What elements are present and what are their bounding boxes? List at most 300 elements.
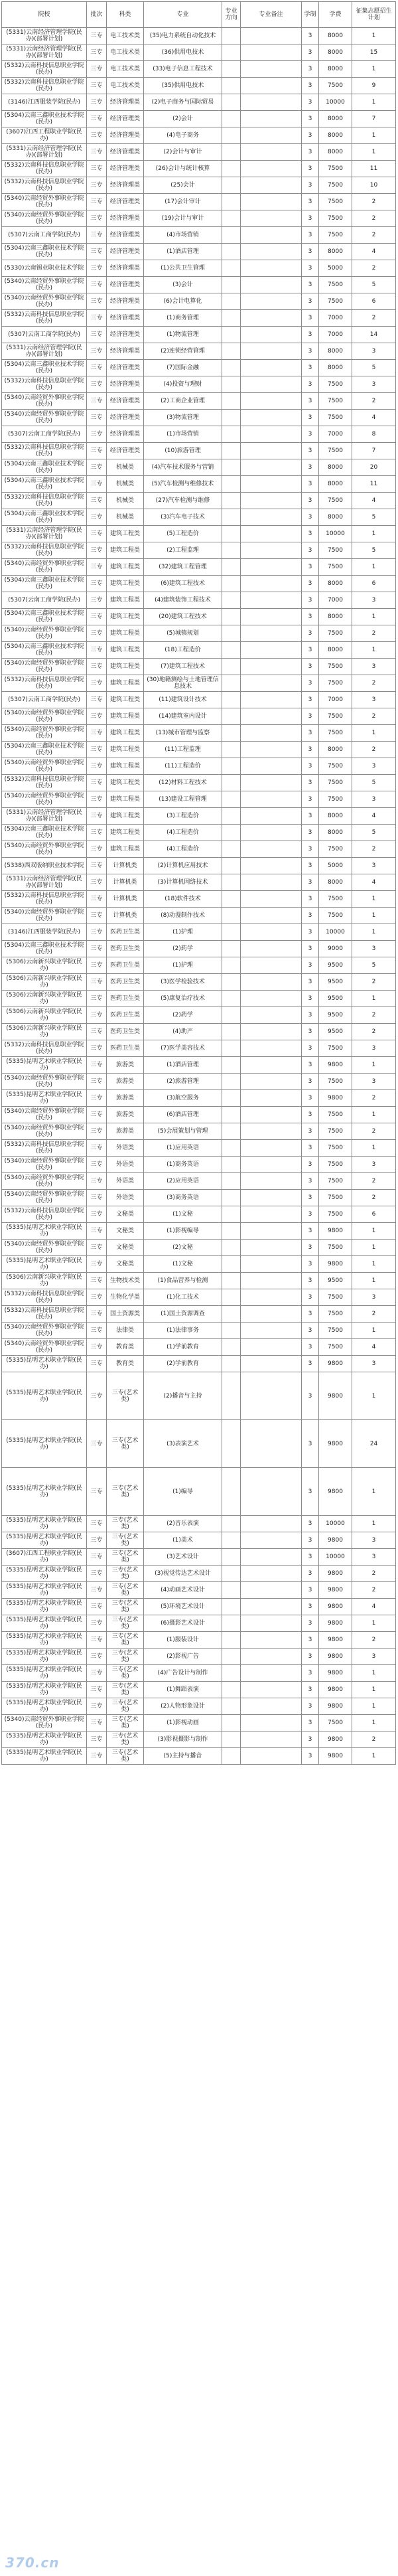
- years-cell: 3: [302, 825, 319, 841]
- direction-cell: [222, 1173, 241, 1190]
- major-cell: (25)会计: [144, 177, 222, 194]
- direction-cell: [222, 310, 241, 327]
- major-cell: (4)工程造价: [144, 841, 222, 858]
- major-cell: (1)国土资源调查: [144, 1306, 222, 1323]
- school-cell: (5332)云南科技信息职业学院(民办): [2, 542, 87, 559]
- tuition-cell: 8000: [319, 459, 352, 476]
- note-cell: [241, 227, 302, 244]
- category-cell: 生物化学类: [107, 1289, 144, 1306]
- years-cell: 3: [302, 791, 319, 808]
- years-cell: 3: [302, 227, 319, 244]
- direction-cell: [222, 758, 241, 775]
- table-row: [2, 874, 396, 891]
- plan-cell: 2: [352, 393, 396, 410]
- tuition-cell: 7500: [319, 277, 352, 293]
- category-cell: 医药卫生类: [107, 991, 144, 1007]
- direction-cell: [222, 542, 241, 559]
- category-cell: 文秘类: [107, 1256, 144, 1273]
- batch-cell: 三专: [87, 426, 107, 443]
- plan-cell: 3: [352, 343, 396, 360]
- category-cell: 机械类: [107, 459, 144, 476]
- years-cell: 3: [302, 974, 319, 991]
- table-row: [2, 1323, 396, 1339]
- batch-cell: 三专: [87, 874, 107, 891]
- table-row: [2, 177, 396, 194]
- years-cell: 3: [302, 742, 319, 758]
- note-cell: [241, 410, 302, 426]
- plan-cell: 2: [352, 1024, 396, 1040]
- plan-cell: 1: [352, 1273, 396, 1289]
- school-cell: (5332)云南科技信息职业学院(民办): [2, 891, 87, 908]
- major-cell: (1)舞蹈表演: [144, 1682, 222, 1698]
- note-cell: [241, 1356, 302, 1372]
- tuition-cell: 8000: [319, 61, 352, 78]
- category-cell: 三专(艺术类): [107, 1665, 144, 1682]
- batch-cell: 三专: [87, 526, 107, 542]
- years-cell: 3: [302, 1323, 319, 1339]
- direction-cell: [222, 1140, 241, 1157]
- major-cell: (4)广告设计与制作: [144, 1665, 222, 1682]
- note-cell: [241, 1157, 302, 1173]
- table-row: [2, 725, 396, 742]
- batch-cell: 三专: [87, 1516, 107, 1532]
- plan-cell: 1: [352, 725, 396, 742]
- batch-cell: 三专: [87, 1372, 107, 1420]
- school-cell: (5307)云南工商学院(民办): [2, 692, 87, 708]
- direction-cell: [222, 1256, 241, 1273]
- note-cell: [241, 1715, 302, 1731]
- table-row: [2, 542, 396, 559]
- batch-cell: 三专: [87, 974, 107, 991]
- plan-cell: 6: [352, 293, 396, 310]
- direction-cell: [222, 1468, 241, 1516]
- category-cell: 三专(艺术类): [107, 1420, 144, 1468]
- years-cell: 3: [302, 908, 319, 924]
- direction-cell: [222, 1074, 241, 1090]
- table-row: [2, 1420, 396, 1468]
- batch-cell: 三专: [87, 1007, 107, 1024]
- school-cell: (5332)云南科技信息职业学院(民办): [2, 1040, 87, 1057]
- school-cell: (5340)云南经贸外事职业学院(民办): [2, 1240, 87, 1256]
- tuition-cell: 9500: [319, 974, 352, 991]
- batch-cell: 三专: [87, 1582, 107, 1599]
- school-cell: (5335)昆明艺术职业学院(民办): [2, 1731, 87, 1748]
- direction-cell: [222, 426, 241, 443]
- table-row: [2, 791, 396, 808]
- tuition-cell: 10000: [319, 526, 352, 542]
- school-cell: (5307)云南工商学院(民办): [2, 592, 87, 609]
- plan-cell: 11: [352, 161, 396, 177]
- table-row: [2, 625, 396, 642]
- direction-cell: [222, 675, 241, 692]
- direction-cell: [222, 708, 241, 725]
- major-cell: (2)计算机应用技术: [144, 858, 222, 874]
- tuition-cell: 8000: [319, 360, 352, 376]
- school-cell: (5335)昆明艺术职业学院(民办): [2, 1532, 87, 1549]
- tuition-cell: 8000: [319, 144, 352, 161]
- tuition-cell: 9800: [319, 1090, 352, 1107]
- note-cell: [241, 194, 302, 210]
- tuition-cell: 7500: [319, 410, 352, 426]
- batch-cell: 三专: [87, 559, 107, 576]
- major-cell: (4)工程造价: [144, 825, 222, 841]
- school-cell: (5331)云南经济管理学院(民办)(部署计划): [2, 44, 87, 61]
- category-cell: 建筑工程类: [107, 758, 144, 775]
- years-cell: 3: [302, 526, 319, 542]
- direction-cell: [222, 443, 241, 459]
- header-direction: 专业方向: [222, 2, 241, 28]
- note-cell: [241, 1516, 302, 1532]
- tuition-cell: 9800: [319, 1468, 352, 1516]
- direction-cell: [222, 1632, 241, 1649]
- batch-cell: 三专: [87, 1256, 107, 1273]
- school-cell: (5307)云南工商学院(民办): [2, 227, 87, 244]
- years-cell: 3: [302, 1665, 319, 1682]
- years-cell: 3: [302, 775, 319, 791]
- plan-cell: 1: [352, 1665, 396, 1682]
- category-cell: 三专(艺术类): [107, 1566, 144, 1582]
- years-cell: 3: [302, 692, 319, 708]
- school-cell: (5332)云南科技信息职业学院(民办): [2, 161, 87, 177]
- note-cell: [241, 1748, 302, 1765]
- batch-cell: 三专: [87, 625, 107, 642]
- plan-cell: 5: [352, 542, 396, 559]
- major-cell: (30)地籍测绘与土地管理信息技术: [144, 675, 222, 692]
- table-row: [2, 244, 396, 260]
- major-cell: (6)摄影艺术设计: [144, 1615, 222, 1632]
- plan-cell: 1: [352, 1372, 396, 1420]
- note-cell: [241, 974, 302, 991]
- category-cell: 法律类: [107, 1323, 144, 1339]
- note-cell: [241, 1582, 302, 1599]
- plan-cell: 1: [352, 908, 396, 924]
- table-body: [2, 28, 396, 1765]
- plan-cell: 4: [352, 410, 396, 426]
- school-cell: (5304)云南三鑫职业技术学院(民办): [2, 476, 87, 493]
- note-cell: [241, 609, 302, 625]
- batch-cell: 三专: [87, 576, 107, 592]
- tuition-cell: 7000: [319, 310, 352, 327]
- tuition-cell: 7500: [319, 1140, 352, 1157]
- plan-cell: 2: [352, 1582, 396, 1599]
- tuition-cell: 7500: [319, 542, 352, 559]
- batch-cell: 三专: [87, 1356, 107, 1372]
- school-cell: (5306)云南新兴职业学院(民办): [2, 991, 87, 1007]
- batch-cell: 三专: [87, 509, 107, 526]
- category-cell: 文秘类: [107, 1240, 144, 1256]
- category-cell: 计算机类: [107, 858, 144, 874]
- tuition-cell: 7500: [319, 227, 352, 244]
- school-cell: (5335)昆明艺术职业学院(民办): [2, 1682, 87, 1698]
- note-cell: [241, 941, 302, 957]
- direction-cell: [222, 476, 241, 493]
- plan-cell: 5: [352, 509, 396, 526]
- category-cell: 三专(艺术类): [107, 1549, 144, 1566]
- category-cell: 电工技术类: [107, 44, 144, 61]
- batch-cell: 三专: [87, 343, 107, 360]
- school-cell: (5304)云南三鑫职业技术学院(民办): [2, 576, 87, 592]
- direction-cell: [222, 1306, 241, 1323]
- table-row: [2, 1040, 396, 1057]
- table-row: [2, 1682, 396, 1698]
- batch-cell: 三专: [87, 1173, 107, 1190]
- plan-cell: 1: [352, 559, 396, 576]
- school-cell: (5332)云南科技信息职业学院(民办): [2, 1140, 87, 1157]
- table-row: [2, 144, 396, 161]
- direction-cell: [222, 891, 241, 908]
- table-row: [2, 576, 396, 592]
- school-cell: (5332)云南科技信息职业学院(民办): [2, 1306, 87, 1323]
- plan-cell: 1: [352, 1223, 396, 1240]
- school-cell: (5340)云南经贸外事职业学院(民办): [2, 1107, 87, 1123]
- school-cell: (5335)昆明艺术职业学院(民办): [2, 1372, 87, 1420]
- table-row: [2, 44, 396, 61]
- years-cell: 3: [302, 177, 319, 194]
- years-cell: 3: [302, 1372, 319, 1420]
- category-cell: 经济管理类: [107, 210, 144, 227]
- table-row: [2, 1698, 396, 1715]
- tuition-cell: 7500: [319, 625, 352, 642]
- major-cell: (5)会展策划与管理: [144, 1123, 222, 1140]
- batch-cell: 三专: [87, 1107, 107, 1123]
- note-cell: [241, 1665, 302, 1682]
- plan-cell: 4: [352, 244, 396, 260]
- plan-cell: 1: [352, 1516, 396, 1532]
- tuition-cell: 7500: [319, 1040, 352, 1057]
- direction-cell: [222, 61, 241, 78]
- major-cell: (1)化工技术: [144, 1289, 222, 1306]
- batch-cell: 三专: [87, 459, 107, 476]
- major-cell: (8)动漫制作技术: [144, 908, 222, 924]
- years-cell: 3: [302, 1748, 319, 1765]
- table-row: [2, 1273, 396, 1289]
- major-cell: (6)建筑工程技术: [144, 576, 222, 592]
- note-cell: [241, 310, 302, 327]
- table-row: [2, 891, 396, 908]
- direction-cell: [222, 1273, 241, 1289]
- tuition-cell: 9800: [319, 1599, 352, 1615]
- school-cell: (5335)昆明艺术职业学院(民办): [2, 1420, 87, 1468]
- plan-cell: 3: [352, 941, 396, 957]
- years-cell: 3: [302, 161, 319, 177]
- tuition-cell: 9800: [319, 1665, 352, 1682]
- years-cell: 3: [302, 708, 319, 725]
- plan-cell: 11: [352, 476, 396, 493]
- table-row: [2, 1240, 396, 1256]
- table-row: [2, 443, 396, 459]
- tuition-cell: 9500: [319, 957, 352, 974]
- table-row: [2, 94, 396, 111]
- major-cell: (3)计算机网络技术: [144, 874, 222, 891]
- direction-cell: [222, 1240, 241, 1256]
- table-row: [2, 360, 396, 376]
- years-cell: 3: [302, 1468, 319, 1516]
- table-row: [2, 758, 396, 775]
- years-cell: 3: [302, 758, 319, 775]
- school-cell: (5340)云南经贸外事职业学院(民办): [2, 791, 87, 808]
- plan-cell: 3: [352, 791, 396, 808]
- category-cell: 建筑工程类: [107, 609, 144, 625]
- table-row: [2, 310, 396, 327]
- major-cell: (2)应用英语: [144, 1173, 222, 1190]
- tuition-cell: 7500: [319, 293, 352, 310]
- direction-cell: [222, 227, 241, 244]
- years-cell: 3: [302, 443, 319, 459]
- category-cell: 建筑工程类: [107, 559, 144, 576]
- major-cell: (3)视觉传达艺术设计: [144, 1566, 222, 1582]
- years-cell: 3: [302, 592, 319, 609]
- category-cell: 电工技术类: [107, 78, 144, 94]
- table-row: [2, 493, 396, 509]
- major-cell: (2)音乐表演: [144, 1516, 222, 1532]
- table-row: [2, 1582, 396, 1599]
- years-cell: 3: [302, 1123, 319, 1140]
- major-cell: (3)表演艺术: [144, 1420, 222, 1468]
- years-cell: 3: [302, 1306, 319, 1323]
- plan-cell: 5: [352, 957, 396, 974]
- batch-cell: 三专: [87, 1599, 107, 1615]
- major-cell: (1)食品营养与检测: [144, 1273, 222, 1289]
- years-cell: 3: [302, 1532, 319, 1549]
- table-row: [2, 1339, 396, 1356]
- plan-cell: 1: [352, 1698, 396, 1715]
- tuition-cell: 7500: [319, 1157, 352, 1173]
- years-cell: 3: [302, 127, 319, 144]
- category-cell: 建筑工程类: [107, 675, 144, 692]
- school-cell: (5335)昆明艺术职业学院(民办): [2, 1356, 87, 1372]
- plan-cell: 1: [352, 28, 396, 44]
- direction-cell: [222, 1532, 241, 1549]
- tuition-cell: 7500: [319, 1107, 352, 1123]
- years-cell: 3: [302, 559, 319, 576]
- years-cell: 3: [302, 1632, 319, 1649]
- school-cell: (3607)江西工程职业学院(民办): [2, 1549, 87, 1566]
- direction-cell: [222, 44, 241, 61]
- category-cell: 建筑工程类: [107, 659, 144, 675]
- school-cell: (5306)云南新兴职业学院(民办): [2, 1007, 87, 1024]
- years-cell: 3: [302, 1040, 319, 1057]
- direction-cell: [222, 1090, 241, 1107]
- note-cell: [241, 244, 302, 260]
- direction-cell: [222, 1682, 241, 1698]
- school-cell: (5340)云南经贸外事职业学院(民办): [2, 758, 87, 775]
- category-cell: 建筑工程类: [107, 542, 144, 559]
- direction-cell: [222, 1649, 241, 1665]
- tuition-cell: 7500: [319, 1190, 352, 1206]
- table-row: [2, 78, 396, 94]
- batch-cell: 三专: [87, 310, 107, 327]
- batch-cell: 三专: [87, 111, 107, 127]
- years-cell: 3: [302, 376, 319, 393]
- years-cell: 3: [302, 1731, 319, 1748]
- tuition-cell: 8000: [319, 642, 352, 659]
- years-cell: 3: [302, 44, 319, 61]
- direction-cell: [222, 874, 241, 891]
- category-cell: 生物技术类: [107, 1273, 144, 1289]
- note-cell: [241, 1123, 302, 1140]
- major-cell: (1)公共卫生管理: [144, 260, 222, 277]
- table-row: [2, 393, 396, 410]
- table-row: [2, 1090, 396, 1107]
- years-cell: 3: [302, 858, 319, 874]
- school-cell: (5332)云南科技信息职业学院(民办): [2, 1206, 87, 1223]
- plan-cell: 3: [352, 1549, 396, 1566]
- batch-cell: 三专: [87, 1615, 107, 1632]
- tuition-cell: 7500: [319, 791, 352, 808]
- years-cell: 3: [302, 476, 319, 493]
- school-cell: (5306)云南新兴职业学院(民办): [2, 1273, 87, 1289]
- tuition-cell: 9500: [319, 1007, 352, 1024]
- table-row: [2, 1356, 396, 1372]
- note-cell: [241, 1549, 302, 1566]
- table-row: [2, 61, 396, 78]
- plan-cell: 1: [352, 924, 396, 941]
- school-cell: (5335)昆明艺术职业学院(民办): [2, 1615, 87, 1632]
- direction-cell: [222, 144, 241, 161]
- tuition-cell: 7500: [319, 891, 352, 908]
- school-cell: (5335)昆明艺术职业学院(民办): [2, 1516, 87, 1532]
- school-cell: (5335)昆明艺术职业学院(民办): [2, 1256, 87, 1273]
- tuition-cell: 9800: [319, 1256, 352, 1273]
- direction-cell: [222, 1715, 241, 1731]
- major-cell: (13)城市管理与监察: [144, 725, 222, 742]
- note-cell: [241, 1223, 302, 1240]
- table-row: [2, 1306, 396, 1323]
- plan-cell: 3: [352, 1532, 396, 1549]
- category-cell: 经济管理类: [107, 227, 144, 244]
- category-cell: 外语类: [107, 1190, 144, 1206]
- category-cell: 经济管理类: [107, 244, 144, 260]
- table-row: [2, 1549, 396, 1566]
- direction-cell: [222, 393, 241, 410]
- table-row: [2, 1140, 396, 1157]
- note-cell: [241, 376, 302, 393]
- table-row: [2, 675, 396, 692]
- tuition-cell: 8000: [319, 825, 352, 841]
- major-cell: (1)编导: [144, 1468, 222, 1516]
- tuition-cell: 7500: [319, 841, 352, 858]
- note-cell: [241, 825, 302, 841]
- category-cell: 医药卫生类: [107, 957, 144, 974]
- direction-cell: [222, 692, 241, 708]
- major-cell: (1)物流管理: [144, 327, 222, 343]
- batch-cell: 三专: [87, 775, 107, 791]
- direction-cell: [222, 974, 241, 991]
- plan-cell: 3: [352, 376, 396, 393]
- plan-cell: 1: [352, 144, 396, 161]
- plan-cell: 1: [352, 891, 396, 908]
- years-cell: 3: [302, 1516, 319, 1532]
- years-cell: 3: [302, 509, 319, 526]
- batch-cell: 三专: [87, 1339, 107, 1356]
- category-cell: 旅游类: [107, 1090, 144, 1107]
- table-row: [2, 343, 396, 360]
- school-cell: (5331)云南经济管理学院(民办)(部署计划): [2, 343, 87, 360]
- header-school: 院校: [2, 2, 87, 28]
- direction-cell: [222, 111, 241, 127]
- table-row: [2, 1074, 396, 1090]
- category-cell: 经济管理类: [107, 127, 144, 144]
- direction-cell: [222, 1731, 241, 1748]
- plan-cell: 2: [352, 1123, 396, 1140]
- major-cell: (4)投资与理财: [144, 376, 222, 393]
- category-cell: 经济管理类: [107, 260, 144, 277]
- years-cell: 3: [302, 144, 319, 161]
- batch-cell: 三专: [87, 177, 107, 194]
- batch-cell: 三专: [87, 1731, 107, 1748]
- school-cell: (5304)云南三鑫职业技术学院(民办): [2, 244, 87, 260]
- major-cell: (4)动画艺术设计: [144, 1582, 222, 1599]
